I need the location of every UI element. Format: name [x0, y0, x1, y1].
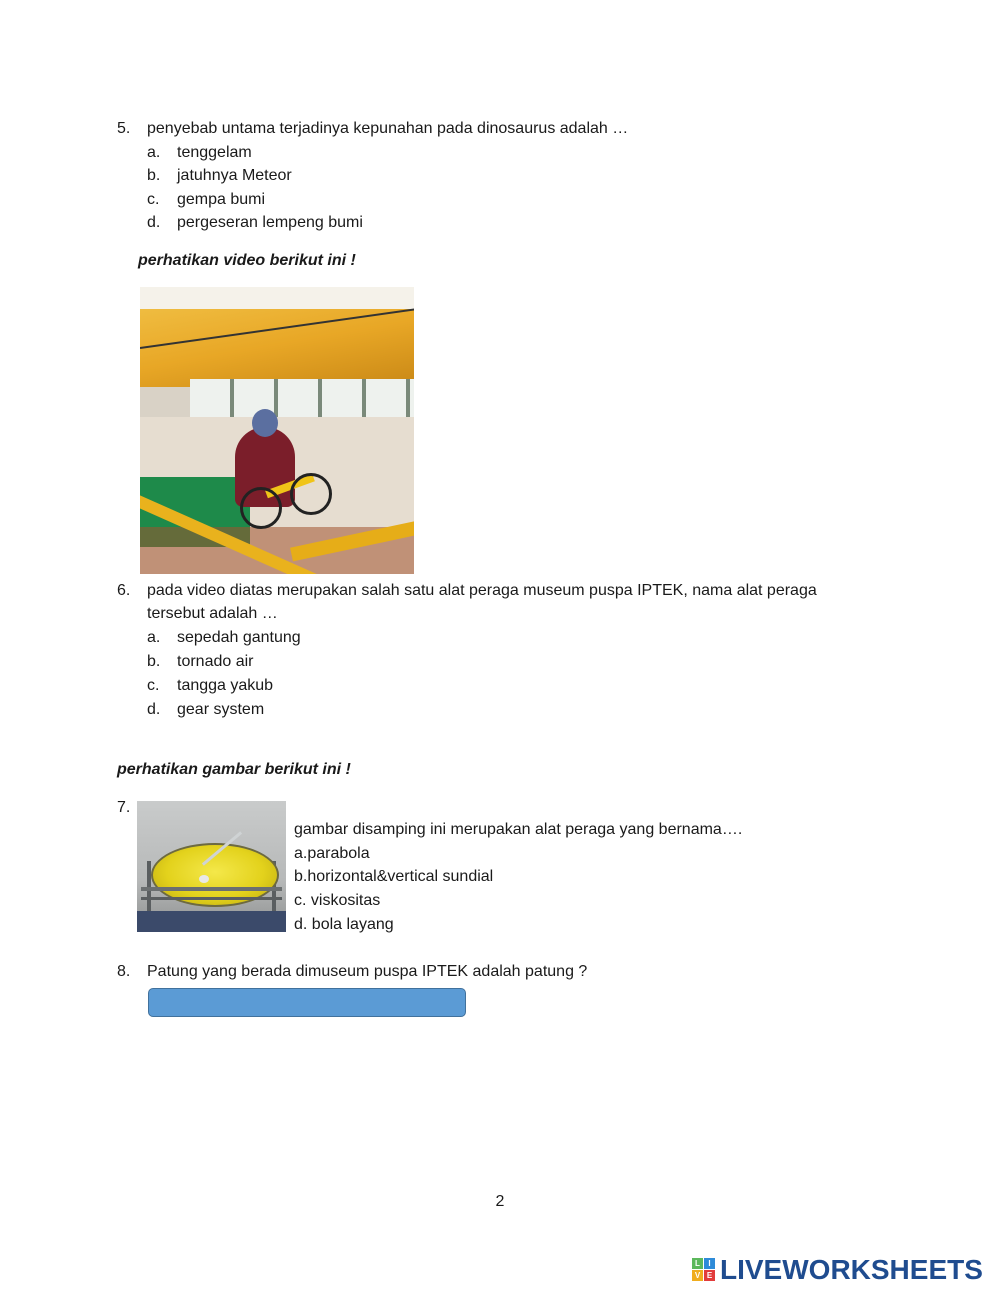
q5-option-a: tenggelam [177, 144, 252, 161]
answer-input-box[interactable] [148, 988, 466, 1017]
question-6-text-line2: tersebut adalah … [147, 605, 278, 622]
q6-option-c-letter: c. [147, 677, 160, 694]
question-7-number: 7. [117, 799, 131, 816]
q6-option-b: tornado air [177, 653, 254, 670]
logo-text: LIVEWORKSHEETS [720, 1254, 983, 1285]
q6-option-b-letter: b. [147, 653, 161, 670]
q6-option-c: tangga yakub [177, 677, 274, 694]
q7-option-c: c. viskositas [294, 892, 381, 909]
video-bicycle-photo[interactable] [140, 287, 414, 574]
q5-option-c: gempa bumi [177, 191, 266, 208]
q7-option-a: a.parabola [294, 845, 370, 862]
parabola-photo [137, 801, 286, 932]
q5-option-b: jatuhnya Meteor [177, 167, 292, 184]
liveworksheets-logo [692, 1254, 983, 1286]
q5-option-d-letter: d. [147, 214, 161, 231]
q6-option-a: sepedah gantung [177, 629, 301, 646]
q7-option-d: d. bola layang [294, 916, 394, 933]
question-5-number: 5. [117, 120, 131, 137]
question-8-text: Patung yang berada dimuseum puspa IPTEK adalah patung ? [147, 963, 588, 980]
q5-option-c-letter: c. [147, 191, 160, 208]
question-6-number: 6. [117, 582, 131, 599]
q6-option-d: gear system [177, 701, 265, 718]
instruction-video: perhatikan video berikut ini ! [138, 252, 356, 269]
question-7-text: gambar disamping ini merupakan alat peraga yang bernama…. [294, 821, 743, 838]
logo-mark-icon: L I V E [692, 1258, 716, 1282]
q5-option-a-letter: a. [147, 144, 161, 161]
q6-option-a-letter: a. [147, 629, 161, 646]
question-6-text-line1: pada video diatas merupakan salah satu alat peraga museum puspa IPTEK, nama alat peraga [147, 582, 817, 599]
q5-option-b-letter: b. [147, 167, 161, 184]
question-8-number: 8. [117, 963, 131, 980]
q6-option-d-letter: d. [147, 701, 161, 718]
q7-option-b: b.horizontal&vertical sundial [294, 868, 494, 885]
page-number: 2 [495, 1193, 505, 1210]
instruction-image: perhatikan gambar berikut ini ! [117, 761, 351, 778]
q5-option-d: pergeseran lempeng bumi [177, 214, 363, 231]
question-5-text: penyebab untama terjadinya kepunahan pada dinosaurus adalah … [147, 120, 629, 137]
